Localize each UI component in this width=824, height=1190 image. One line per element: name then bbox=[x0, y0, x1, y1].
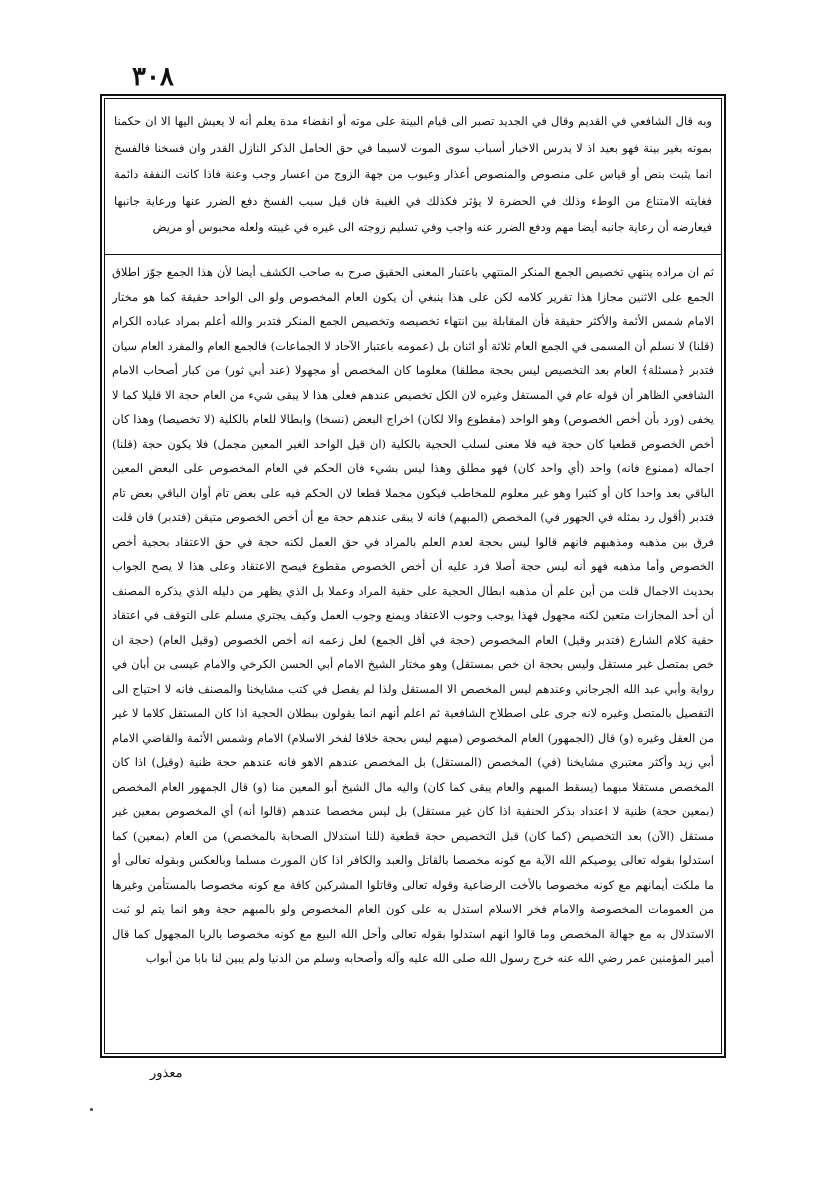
page-number: ٣٠٨ bbox=[132, 62, 174, 92]
main-text: ثم ان مراده ينتهي تخصيص الجمع المنكر المنتهي باعتبار المعنى الحقيق صرح به صاحب الكشف أيضا لأن هذا الجمع جوّز اطلاق الجمع على الاثنين مجازا هذا تقرير كلامه لكن على هذا ينبغي أن يكون العام المخصوص ولو الى الواحد حقيقة كما هو مختار الامام شمس الأئمة والأكثر حقيقة فأن المقابلة بين انتهاء تخصيصه وتخصيص الجمع المنكر فتدبر والله أعلم بمراد عباده الكرام (قلنا) لا نسلم أن المسمى في الجمع العام ثلاثة أو اثنان بل (عمومه باعتبار الآحاد لا الجماعات) فالجمع العام والمفرد العام سيان فتدبر ﴿مسئلة﴾ العام بعد التخصيص ليس بحجة مطلقا) معلوما كان المخصص أو مجهولا (عند أبي ثور) من كبار أصحاب الامام الشافعي الظاهر أن قوله عام في المستقل وغيره لان الكل تخصيص عندهم فعلى هذا لا يبقى شيء من العام حجة الا قليلا كما لا يخفى (ورد بأن أخص الخصوص) وهو الواحد (مقطوع والا لكان) اخراج البعض (نسخا) وابطالا للعام بالكلية (لا تخصيصا) وهذا كان أخص الخصوص قطعيا كان حجة فيه فلا معنى لسلب الحجية بالكلية (ان قيل الواحد الغير المعين مجمل) فلا يكون حجة (قلنا) اجماله (ممنوع فانه) واحد (أي واحد كان) فهو مطلق وهذا ليس بشيء فان الحكم في العام المخصوص على البعض المعين الباقي بعد واحدا كان أو كثيرا وهو غير معلوم للمخاطب فيكون مجملا قطعا لان الحكم فيه على بعض تام أوان الباقي بعض تام فتدبر (أقول رد بمثله في الجهور في) المخصص (المبهم) فانه لا يبقى عندهم حجة مع أن أخص الخصوص متيقن (فتدبر) فان قلت فرق بين مذهبه ومذهبهم فانهم قالوا ليس بحجة لعدم العلم بالمراد في حق العمل لكنه حجة في حق الاعتقاد بحجية أخص الخصوص وأما مذهبه فهو أنه ليس حجة أصلا فرد عليه أن أخص الخصوص مقطوع فيصح الاعتقاد وعلى هذا لا يصح الجواب بحديث الاجمال قلت من أين علم أن مذهبه ابطال الحجية على حقية المراد وعملا بل الذي يظهر من دليله الذي يذكره المصنف أن أحد المجازات متعين لكنه مجهول فهذا يوجب وجوب الاعتقاد ويمنع وجوب العمل وكيف يجتري مسلم على التوقف في اعتقاد حقية كلام الشارع (فتدبر وقيل) العام المخصوص (حجة في أقل الجمع) لعل زعمه انه أخص الخصوص (وقيل العام) (حجة ان خص بمتصل غير مستقل وليس بحجة ان خص بمستقل) وهو مختار الشيخ الامام أبي الحسن الكرخي والامام عيسى بن أبان في رواية وأبي عبد الله الجرجاني وعندهم ليس المخصص الا المستقل ولذا لم يفصل في كتب مشايخنا والمصنف فانه لا احتياج الى التفصيل بالمتصل وغيره لانه جرى على اصطلاح الشافعية ثم اعلم أنهم انما يقولون ببطلان الحجية اذا كان المستقل كلاما لا غير من العقل وغيره (و) قال (الجمهور) العام المخصوص (مبهم ليس بحجة خلافا لفخر الاسلام) الامام وشمس الأئمة والقاضي الامام أبي زيد وأكثر معتبري مشايخنا (في) المخصص (المستقل) بل المخصص عندهم الاهو فانه عندهم حجة ظنية (وقيل) اذا كان المخصص مستقلا مبهما (يسقط المبهم والعام يبقى كما كان) واليه مال الشيخ أبو المعين منا (و) قال الجمهور العام المخصص (بمعين حجة) ظنية لا اعتداد بذكر الحنفية اذا كان غير مستقل) بل ليس مخصصا عندهم (قالوا أنه) أي المخصوص بمعين غير مستقل (الآن) بعد التخصيص (كما كان) قبل التخصيص حجة قطعية (للنا استدلال الصحابة بالمخصص) من العام (بمعين) كما استدلوا بقوله تعالى يوصيكم الله الآية مع كونه مخصصا بالقاتل والعبد والكافر اذا كان المورث مسلما وبالعكس وبقوله تعالى أو ما ملكت أيمانهم مع كونه مخصوصا بالأخت الرضاعية وقوله تعالى وقاتلوا المشركين كافة مع كونه مخصوصا بالمستأمن وغيرها من العمومات المخصوصة والامام فخر الاسلام استدل به على كون العام المخصوص ولو بالمبهم حجة وهو انما يتم لو ثبت الاستدلال به مع جهالة المخصص وما قالوا انهم استدلوا بقوله تعالى وأحل الله البيع مع كونه مخصوصا بالربا المجهول كما قال أمير المؤمنين عمر رضي الله عنه خرج رسول الله صلى الله عليه وآله وأصحابه وسلم من الدنيا ولم يبين لنا بابا من أبواب bbox=[112, 265, 714, 965]
ink-speck bbox=[90, 1108, 93, 1111]
margin-commentary: وبه قال الشافعي في القديم وقال في الجديد تصبر الى قيام البينة على موته أو انقضاء مدة يعلم أنه لا يعيش اليها الا ان حكمنا بموته بغير بينة فهو بعيد اذ لا يدرس الاخبار أسباب سوى الموت لاسيما في حق الحامل الذكر النازل القدر وان فسخنا فالفسخ انما يثبت بنص أو قياس على منصوص والمنصوص أعذار وعيوب من جهة الزوج من اعسار وجب وعنة فاذا كانت النفقة دائمة فغايته الامتناع من الوطء وذلك في الحضرة لا يؤثر فكذلك في الغيبة فان قيل سبب الفسخ دفع الضرر عنها ورعاية جانبها فيعارضه أن رعاية جانبه أيضا مهم ودفع الضرر عنه واجب وفي تسليم زوجته الى غيره في غيبته ولعله محبوس أو مريض bbox=[114, 114, 712, 234]
section-separator bbox=[104, 254, 722, 255]
catchword: معذور bbox=[150, 1066, 183, 1081]
